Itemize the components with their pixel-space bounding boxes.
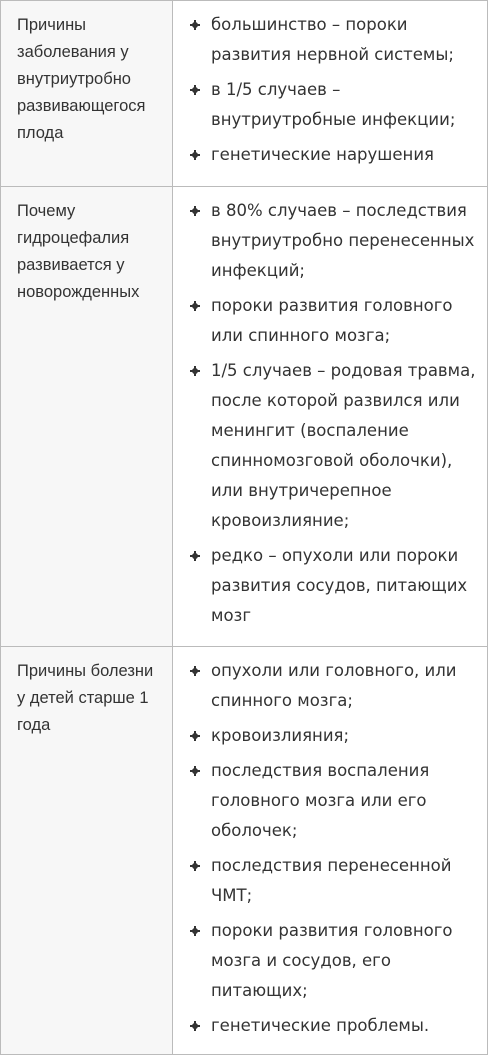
- list-item-text: кровоизлияния;: [211, 726, 350, 745]
- row-list-cell: [173, 1, 488, 187]
- list-item: [189, 291, 479, 351]
- list-item: [189, 140, 479, 170]
- list-item-text: опухоли или головного, или спинного мозга;: [211, 661, 457, 710]
- list-item-text: 1/5 случаев – родовая травма, после которой развился или менингит (воспаление спинномозговой оболочки), или внутричерепное кровоизлияние;: [211, 361, 476, 530]
- list-item: [189, 756, 479, 846]
- list-item: [189, 1011, 479, 1041]
- list-item: [189, 721, 479, 751]
- list-item: [189, 656, 479, 716]
- list-item-text: последствия перенесенной ЧМТ;: [211, 856, 452, 905]
- row-label: Почему гидроцефалия развивается у новорожденных: [17, 202, 140, 301]
- bullet-list: [189, 196, 479, 631]
- bullet-icon: [192, 928, 198, 934]
- list-item-text: в 80% случаев – последствия внутриутробно перенесенных инфекций;: [211, 201, 475, 280]
- bullet-icon: [192, 152, 198, 158]
- bullet-icon: [192, 87, 198, 93]
- list-item-text: большинство – пороки развития нервной системы;: [211, 15, 454, 64]
- list-item: [189, 916, 479, 1006]
- row-label: Причины заболевания у внутриутробно развивающегося плода: [17, 16, 146, 142]
- row-label-cell: [1, 1, 173, 187]
- list-item-text: пороки развития головного или спинного мозга;: [211, 296, 453, 345]
- bullet-icon: [192, 733, 198, 739]
- table-row: [1, 1, 488, 187]
- bullet-icon: [192, 22, 198, 28]
- list-item-text: последствия воспаления головного мозга или его оболочек;: [211, 761, 430, 840]
- bullet-icon: [192, 303, 198, 309]
- list-item: [189, 541, 479, 631]
- bullet-icon: [192, 768, 198, 774]
- list-item: [189, 196, 479, 286]
- row-label-cell: [1, 647, 173, 1055]
- list-item-text: редко – опухоли или пороки развития сосудов, питающих мозг: [211, 546, 468, 625]
- list-item-text: генетические проблемы.: [211, 1016, 430, 1035]
- list-item: [189, 851, 479, 911]
- list-item: [189, 356, 479, 536]
- bullet-icon: [192, 1023, 198, 1029]
- list-item: [189, 75, 479, 135]
- list-item-text: пороки развития головного мозга и сосудов, его питающих;: [211, 921, 453, 1000]
- bullet-icon: [192, 368, 198, 374]
- list-item-text: в 1/5 случаев – внутриутробные инфекции;: [211, 80, 456, 129]
- bullet-list: [189, 656, 479, 1041]
- bullet-icon: [192, 668, 198, 674]
- bullet-icon: [192, 208, 198, 214]
- row-label-cell: [1, 187, 173, 647]
- row-list-cell: [173, 647, 488, 1055]
- row-label: Причины болезни у детей старше 1 года: [17, 662, 154, 734]
- table-row: [1, 647, 488, 1055]
- bullet-icon: [192, 553, 198, 559]
- table-row: [1, 187, 488, 647]
- bullet-icon: [192, 863, 198, 869]
- bullet-list: [189, 10, 479, 170]
- list-item: [189, 10, 479, 70]
- row-list-cell: [173, 187, 488, 647]
- list-item-text: генетические нарушения: [211, 145, 434, 164]
